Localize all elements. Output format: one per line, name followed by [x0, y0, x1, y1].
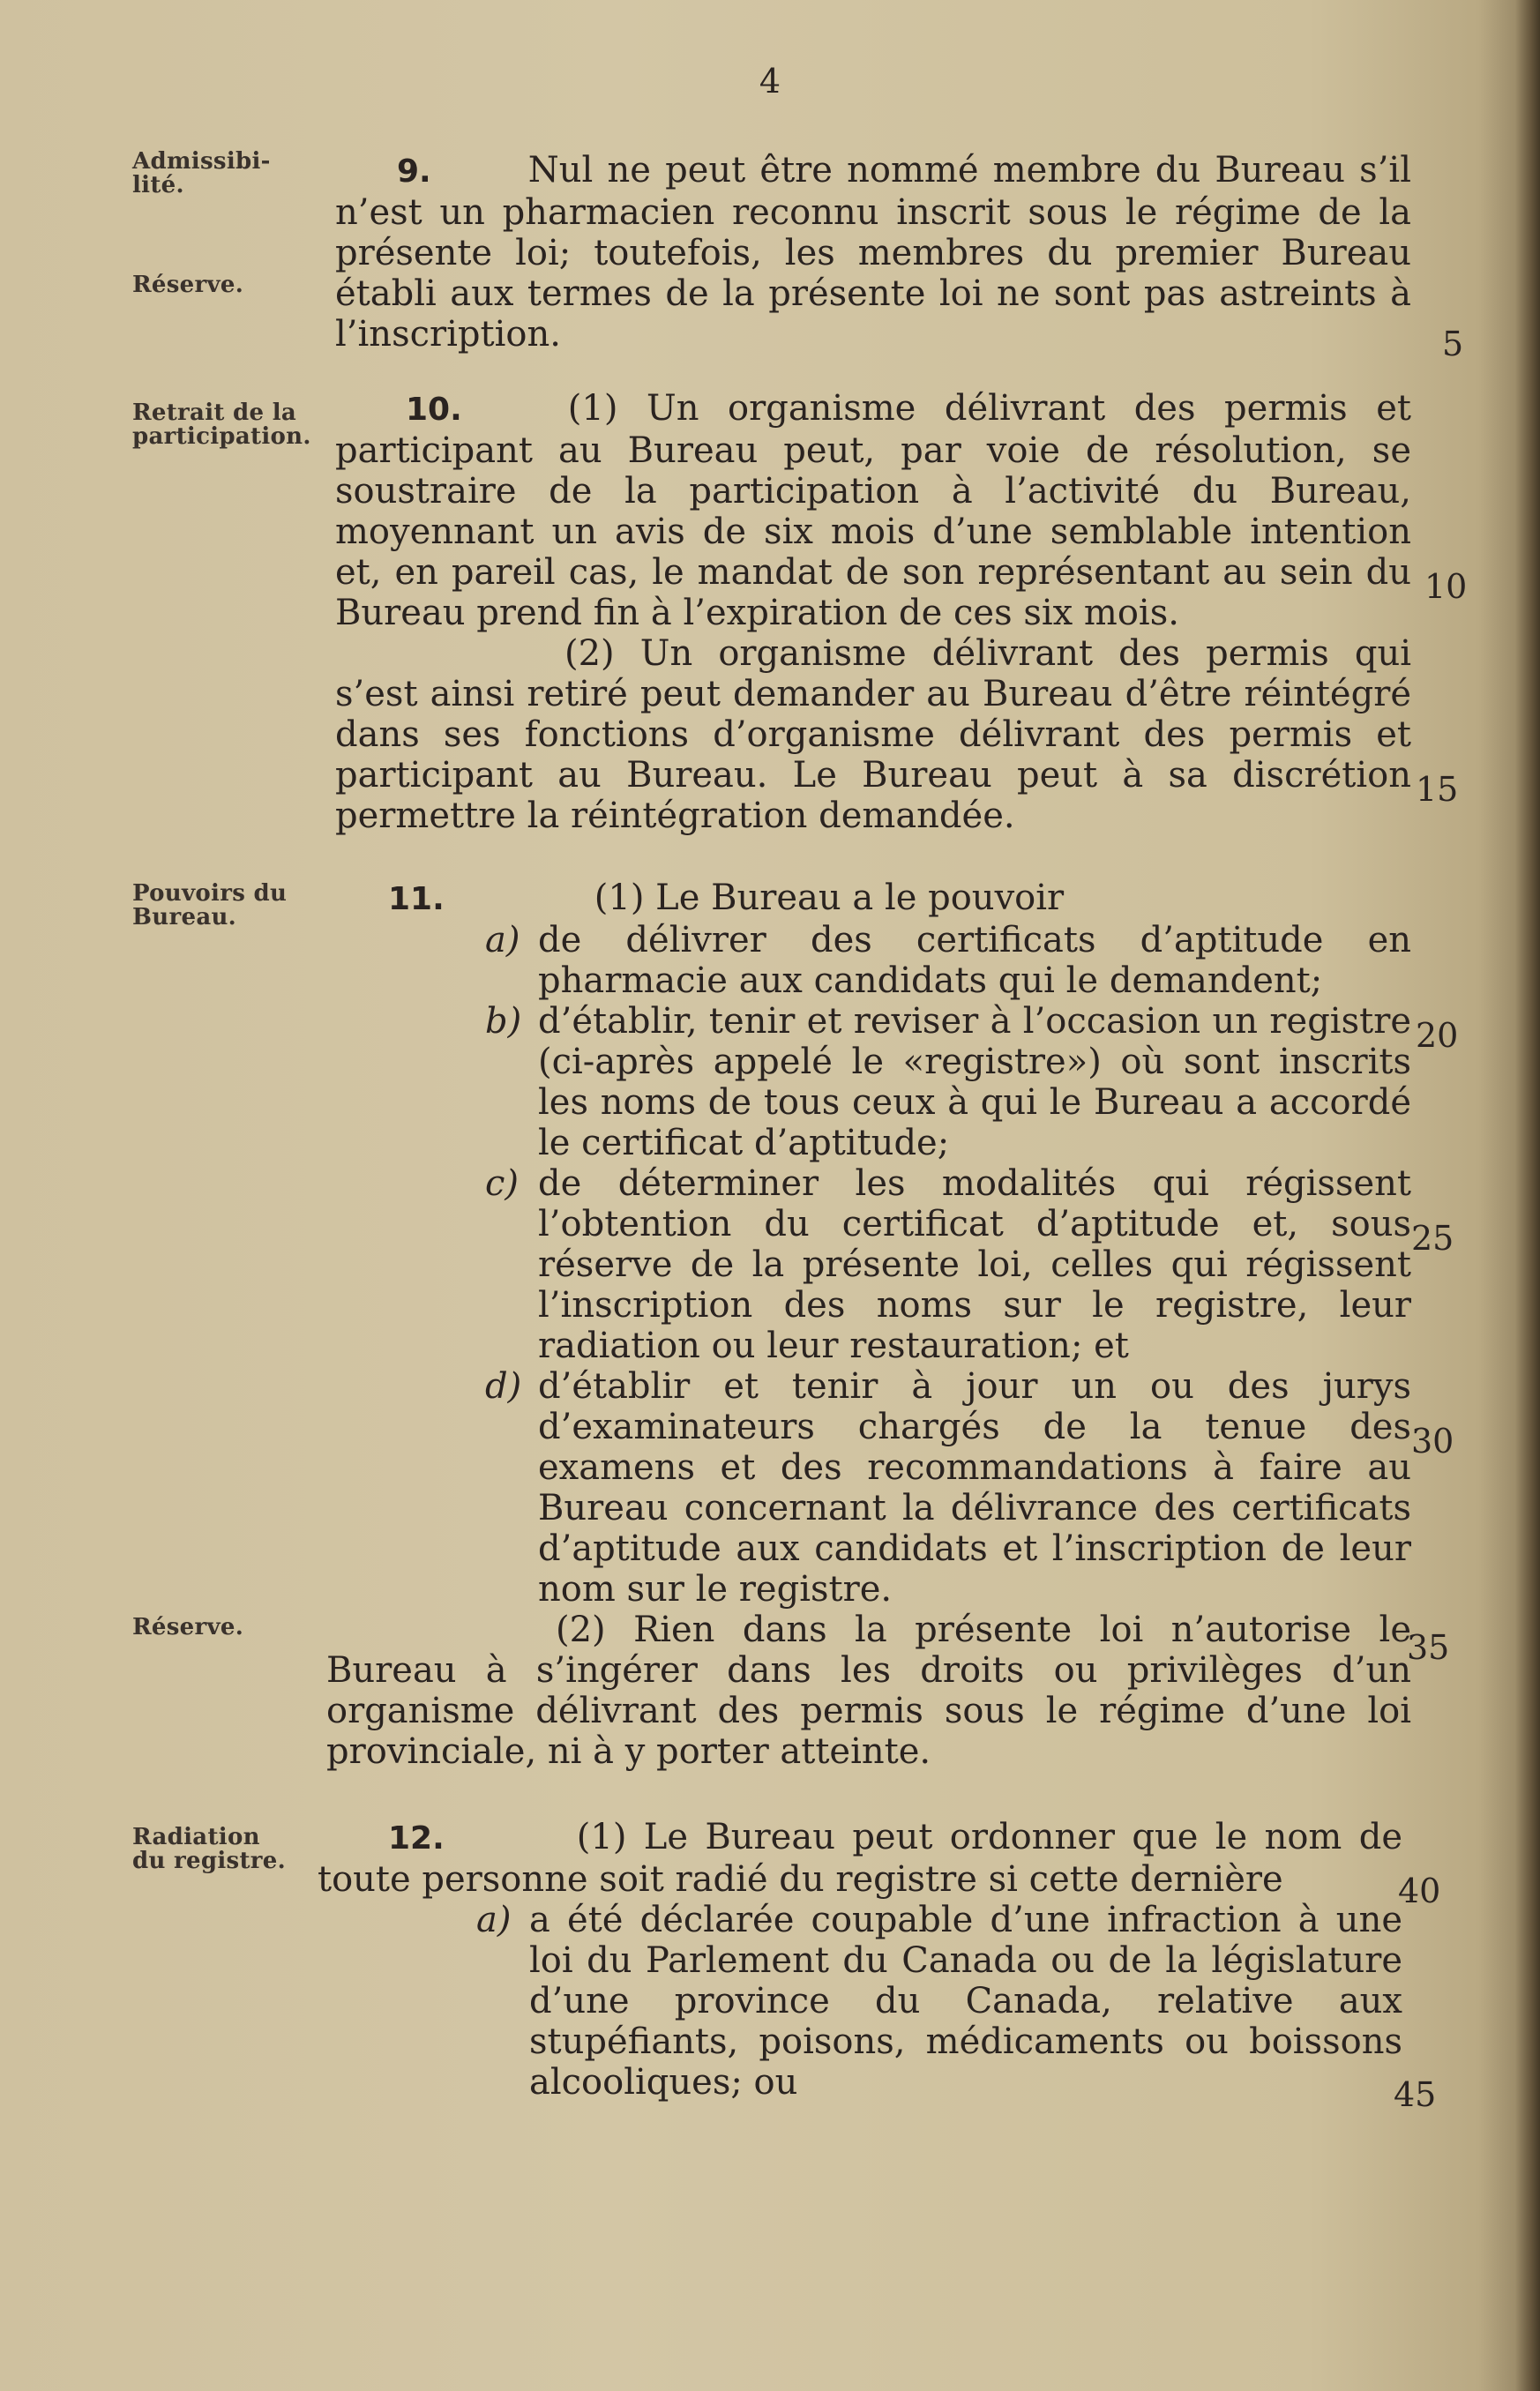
line-number: 30	[1411, 1422, 1454, 1461]
section-9-paragraph	[335, 150, 1411, 355]
line-number: 10	[1424, 567, 1468, 606]
margin-note-reserve: Réserve.	[132, 272, 244, 298]
line-number: 20	[1416, 1016, 1459, 1055]
list-item	[326, 1366, 1411, 1610]
item-text: de déterminer les modalités qui régissent l’obtention du certificat d’aptitude et, sous réserve de la présente loi, celles qui régissent l’inscription des noms sur le registre, leur radiation ou leur restauration; et	[538, 1163, 1411, 1366]
section-12-intro	[318, 1817, 1402, 1900]
line-number: 15	[1416, 770, 1459, 809]
line-number: 45	[1394, 2075, 1437, 2114]
section-9	[335, 150, 1411, 355]
section-10-paragraph-1	[335, 388, 1411, 633]
item-text: d’établir et tenir à jour un ou des jurys d’examinateurs chargés de la tenue des examens et des recommandations à faire au Bureau concernant la délivrance des certificats d’aptitude aux candidats et l’inscription de leur nom sur le registre.	[538, 1366, 1411, 1610]
line-number: 25	[1411, 1219, 1454, 1258]
section-text: (1) Le Bureau peut ordonner que le nom de toute personne soit radié du registre si cette dernière	[318, 1817, 1402, 1900]
item-label: d)	[485, 1366, 522, 1407]
section-number: 12.	[388, 1820, 445, 1857]
section-text: (1) Le Bureau a le pouvoir	[594, 878, 1065, 918]
item-text: de délivrer des certificats d’aptitude en pharmacie aux candidats qui le demandent;	[538, 920, 1411, 1001]
item-label: a)	[476, 1900, 512, 1940]
margin-note-retrait: Retrait de la participation.	[132, 400, 311, 450]
item-label: c)	[485, 1163, 520, 1204]
section-text: Nul ne peut être nommé membre du Bureau s’il n’est un pharmacien reconnu inscrit sous le régime de la présente loi; toutefois, les membres du premier Bureau établi aux termes de la présente loi ne sont pas astreints à l’inscription.	[335, 150, 1411, 355]
list-item	[326, 920, 1411, 1001]
section-10	[335, 388, 1411, 836]
margin-note-pouvoirs: Pouvoirs du Bureau.	[132, 880, 288, 930]
page-edge-shadow	[1515, 0, 1540, 2391]
section-text: (2) Un organisme délivrant des permis qui s’est ainsi retiré peut demander au Bureau d’être réintégré dans ses fonctions d’organisme délivrant des permis et participant au Bureau. Le Bureau peut à sa discrétion permettre la réintégration demandée.	[335, 633, 1411, 836]
section-10-paragraph-2	[335, 633, 1411, 836]
margin-note-radiation: Radiation du registre.	[132, 1824, 286, 1874]
line-number: 40	[1398, 1872, 1441, 1910]
section-12	[318, 1817, 1402, 2103]
item-text: a été déclarée coupable d’une infraction à une loi du Parlement du Canada ou de la législature d’une province du Canada, relative aux stupéfiants, poisons, médicaments ou boissons alcooliques; ou	[529, 1900, 1402, 2103]
section-text: (2) Rien dans la présente loi n’autorise le Bureau à s’ingérer dans les droits ou privilèges d’un organisme délivrant des permis sous le régime d’une loi provinciale, ni à y porter atteinte.	[326, 1610, 1411, 1772]
section-11	[326, 878, 1411, 1772]
margin-note-admissibilite: Admissibi- lité.	[132, 148, 271, 198]
page-number: 4	[759, 62, 781, 101]
section-number: 10.	[406, 392, 462, 428]
section-number: 9.	[397, 153, 431, 190]
item-text: d’établir, tenir et reviser à l’occasion un registre (ci-après appelé le «registre») où sont inscrits les noms de tous ceux à qui le Bureau a accordé le certificat d’aptitude;	[538, 1001, 1411, 1163]
section-number: 11.	[388, 881, 445, 917]
margin-note-reserve: Réserve.	[132, 1614, 244, 1640]
list-item	[326, 1163, 1411, 1366]
list-item	[326, 1001, 1411, 1163]
line-number: 35	[1407, 1628, 1450, 1667]
section-11-paragraph-2	[326, 1610, 1411, 1772]
section-11-intro	[326, 878, 1411, 920]
item-label: a)	[485, 920, 520, 960]
item-label: b)	[485, 1001, 522, 1042]
list-item	[318, 1900, 1402, 2103]
section-text: (1) Un organisme délivrant des permis et participant au Bureau peut, par voie de résolution, se soustraire de la participation à l’activité du Bureau, moyennant un avis de six mois d’une semblable intention et, en pareil cas, le mandat de son représentant au sein du Bureau prend fin à l’expiration de ces six mois.	[335, 388, 1411, 633]
line-number: 5	[1442, 325, 1464, 363]
